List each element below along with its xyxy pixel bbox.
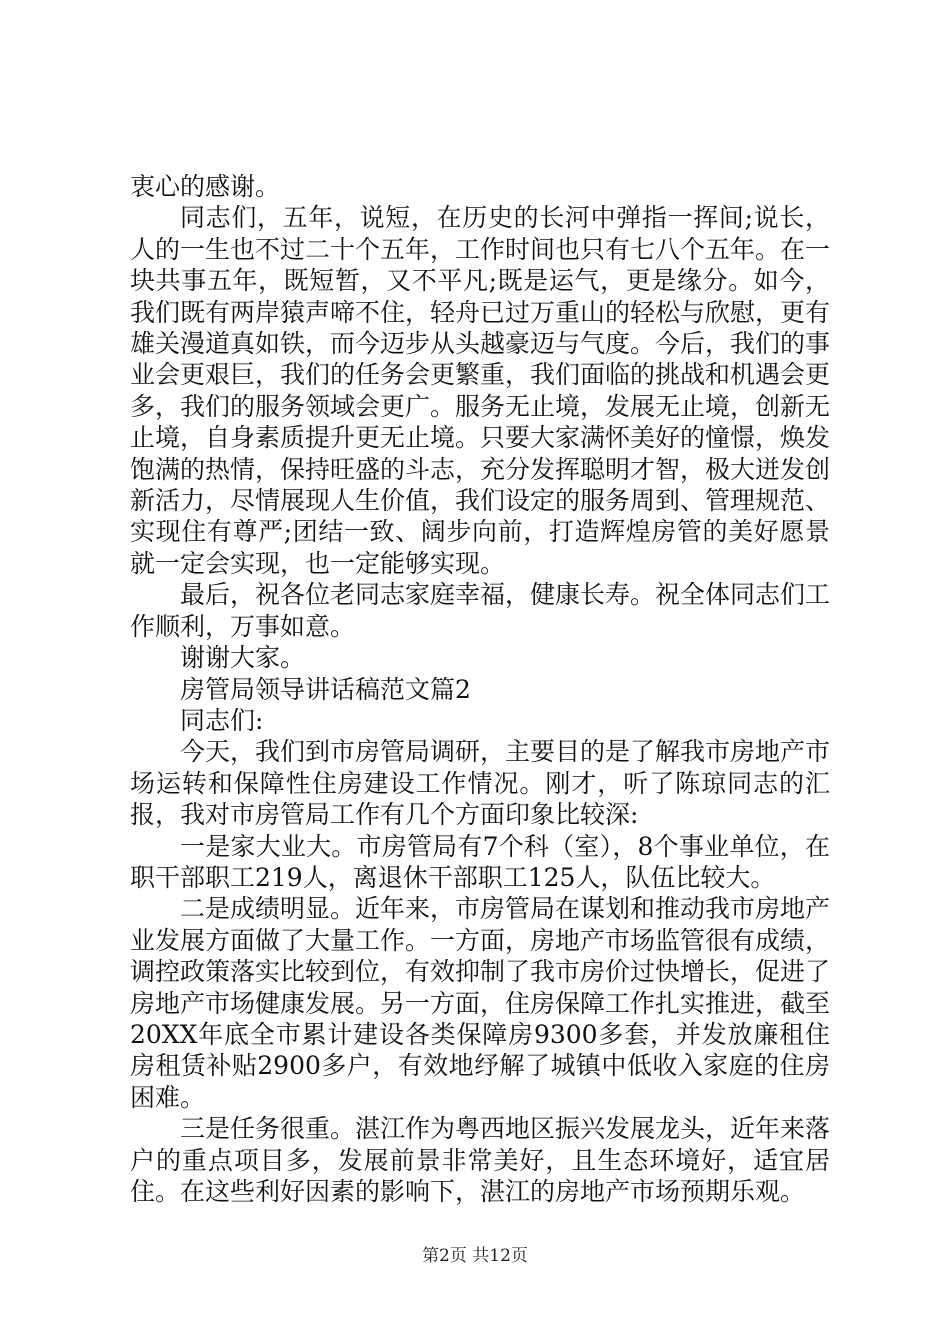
document-body [130, 171, 830, 1207]
paragraph-salutation: 同志们: [180, 705, 264, 735]
page-number-footer: 第2页 共12页 [422, 1246, 528, 1266]
paragraph-point-two: 二是成绩明显。近年来，市房管局在谋划和推动我市房地产业发展方面做了大量工作。一方面，房地产市场监管很有成绩，调控政策落实比较到位，有效抑制了我市房价过快增长，促进了房地产市场健康发展。另一方面，住房保障工作扎实推进，截至20XX年底全市累计建设各类保障房9300多套，并发放廉租住房租赁补贴2900多户，有效地纾解了城镇中低收入家庭的住房困难。 [130, 894, 831, 1112]
section-title: 房管局领导讲话稿范文篇2 [180, 674, 471, 704]
paragraph-thank-you: 谢谢大家。 [180, 643, 306, 673]
paragraph-final-wishes: 最后，祝各位老同志家庭幸福，健康长寿。祝全体同志们工作顺利，万事如意。 [130, 580, 831, 641]
paragraph-research-intro: 今天，我们到市房管局调研，主要目的是了解我市房地产市场运转和保障性住房建设工作情况。刚才，听了陈琼同志的汇报，我对市房管局工作有几个方面印象比较深: [130, 737, 831, 830]
paragraph-point-three: 三是任务很重。湛江作为粤西地区振兴发展龙头，近年来落户的重点项目多，发展前景非常美好，且生态环境好，适宜居住。在这些利好因素的影响下，湛江的房地产市场预期乐观。 [130, 1114, 831, 1206]
paragraph-point-one: 一是家大业大。市房管局有7个科（室），8个事业单位，在职干部职工219人，离退休干部职工125人，队伍比较大。 [130, 831, 830, 892]
paragraph-closing-thanks: 衷心的感谢。 [130, 172, 281, 201]
paragraph-five-years: 同志们，五年，说短，在历史的长河中弹指一挥间;说长，人的一生也不过二十个五年，工作时间也只有七八个五年。在一块共事五年，既短暂，又不平凡;既是运气，更是缘分。如今，我们既有两岸猿声啼不住，轻舟已过万重山的轻松与欣慰，更有雄关漫道真如铁，而今迈步从头越豪迈与气度。今后，我们的事业会更艰巨，我们的任务会更繁重，我们面临的挑战和机遇会更多，我们的服务领域会更广。服务无止境，发展无止境，创新无止境，自身素质提升更无止境。只要大家满怀美好的憧憬，焕发饱满的热情，保持旺盛的斗志，充分发挥聪明才智，极大迸发创新活力，尽情展现人生价值，我们设定的服务周到、管理规范、实现住有尊严;团结一致、阔步向前，打造辉煌房管的美好愿景就一定会实现，也一定能够实现。 [130, 203, 831, 578]
